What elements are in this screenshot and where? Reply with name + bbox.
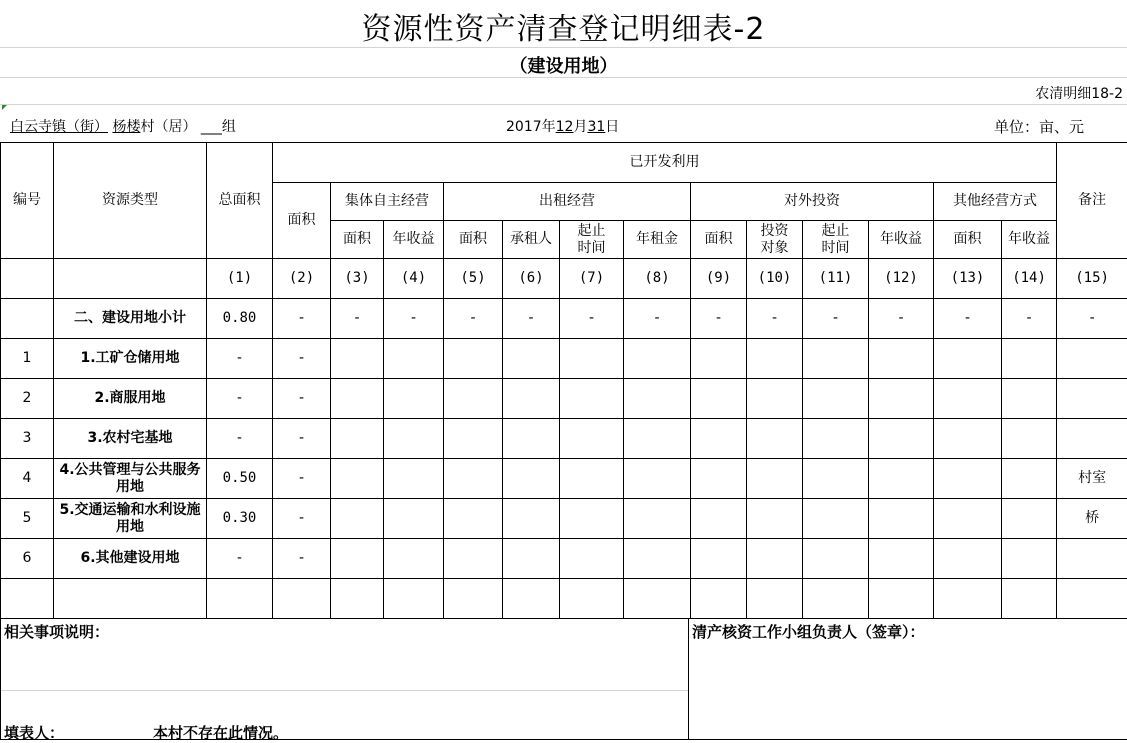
- table-cell: [869, 459, 934, 499]
- table-cell: [691, 499, 747, 539]
- filler-label: 填表人：: [4, 722, 64, 743]
- group-blank: ___: [201, 119, 222, 135]
- table-cell: [624, 499, 691, 539]
- table-cell: -: [869, 299, 934, 339]
- table-cell: [869, 379, 934, 419]
- header-lessee: 承租人: [503, 221, 560, 259]
- resource-type-cell: 5.交通运输和水利设施用地: [54, 499, 207, 539]
- table-cell: [1002, 579, 1057, 619]
- date-day-label: 日: [605, 119, 619, 135]
- header-invest: 对外投资: [691, 183, 934, 221]
- table-row: [1, 459, 1127, 499]
- table-cell: [747, 499, 803, 539]
- table-cell: [803, 459, 869, 499]
- table-cell: [747, 419, 803, 459]
- filler-note: 本村不存在此情况。: [153, 722, 288, 743]
- table-cell: -: [384, 299, 444, 339]
- resource-type-cell: 4.公共管理与公共服务用地: [54, 459, 207, 499]
- date-month: 12: [556, 119, 574, 135]
- table-cell: [934, 539, 1002, 579]
- table-cell: [444, 499, 503, 539]
- table-cell: [747, 459, 803, 499]
- table-cell: [331, 539, 384, 579]
- table-cell: -: [207, 419, 273, 459]
- col-number: (1): [207, 259, 273, 299]
- header-coll-area: 面积: [331, 221, 384, 259]
- table-cell: [691, 419, 747, 459]
- notes-divider: [1, 690, 688, 691]
- resource-type-cell: 3.农村宅基地: [54, 419, 207, 459]
- header-rent-area: 面积: [444, 221, 503, 259]
- table-cell: [624, 339, 691, 379]
- col-number: (4): [384, 259, 444, 299]
- leader-label: 清产核资工作小组负责人（签章）：: [692, 621, 925, 642]
- table-cell: [803, 579, 869, 619]
- table-cell: 0.30: [207, 499, 273, 539]
- resource-type-cell: 6.其他建设用地: [54, 539, 207, 579]
- header-type: 资源类型: [54, 143, 207, 259]
- table-cell: -: [273, 419, 331, 459]
- table-row: [1, 539, 1127, 579]
- table-cell: [869, 419, 934, 459]
- remark-cell: [1057, 419, 1127, 459]
- table-cell: [273, 579, 331, 619]
- table-cell: [560, 579, 624, 619]
- page-title: 资源性资产清查登记明细表-2: [0, 4, 1127, 48]
- table-row: [1, 499, 1127, 539]
- table-cell: -: [934, 299, 1002, 339]
- table-cell: [934, 419, 1002, 459]
- table-cell: -: [207, 379, 273, 419]
- resource-type-cell: 二、建设用地小计: [54, 299, 207, 339]
- resource-type-cell: [54, 579, 207, 619]
- table-cell: [331, 419, 384, 459]
- table-row: [1, 579, 1127, 619]
- table-cell: [803, 339, 869, 379]
- header-total-area: 总面积: [207, 143, 273, 259]
- table-cell: -: [691, 299, 747, 339]
- table-cell: [691, 339, 747, 379]
- header-coll-income: 年收益: [384, 221, 444, 259]
- table-cell: -: [273, 299, 331, 339]
- table-cell: [560, 499, 624, 539]
- header-rent: 出租经营: [444, 183, 691, 221]
- ledger-table: [0, 142, 1127, 619]
- table-cell: [207, 579, 273, 619]
- table-cell: -: [803, 299, 869, 339]
- table-cell: -: [1002, 299, 1057, 339]
- table-cell: 0.80: [207, 299, 273, 339]
- table-cell: [624, 579, 691, 619]
- table-cell: [803, 539, 869, 579]
- resource-type-cell: 2.商服用地: [54, 379, 207, 419]
- table-row: [1, 379, 1127, 419]
- table-cell: -: [503, 299, 560, 339]
- table-cell: [934, 379, 1002, 419]
- footer-table: [0, 618, 1127, 740]
- table-cell: [444, 419, 503, 459]
- table-cell: -: [273, 539, 331, 579]
- notes-label: 相关事项说明：: [4, 621, 109, 642]
- col-number: (3): [331, 259, 384, 299]
- table-cell: [869, 579, 934, 619]
- table-cell: -: [747, 299, 803, 339]
- report-date: [506, 116, 619, 136]
- header-inv-period: 起止时间: [803, 221, 869, 259]
- table-cell: [934, 339, 1002, 379]
- table-cell: [624, 459, 691, 499]
- cell-marker-icon: [2, 105, 7, 110]
- table-cell: 4: [1, 459, 54, 499]
- table-cell: [384, 459, 444, 499]
- town-suffix: （街）: [66, 119, 108, 135]
- table-cell: [560, 419, 624, 459]
- table-cell: [747, 379, 803, 419]
- table-cell: [1002, 339, 1057, 379]
- town-name: 白云寺镇: [10, 119, 66, 135]
- page-subtitle: （建设用地）: [0, 52, 1127, 78]
- remark-cell: 桥: [1057, 499, 1127, 539]
- col-number: (9): [691, 259, 747, 299]
- remark-cell: [1057, 339, 1127, 379]
- table-cell: [384, 579, 444, 619]
- table-cell: [691, 379, 747, 419]
- col-number: (13): [934, 259, 1002, 299]
- date-day: 31: [587, 119, 605, 135]
- col-number: (10): [747, 259, 803, 299]
- remark-cell: [1057, 579, 1127, 619]
- table-cell: [560, 459, 624, 499]
- table-cell: [1002, 379, 1057, 419]
- col-number: (15): [1057, 259, 1127, 299]
- table-cell: [691, 579, 747, 619]
- table-cell: -: [207, 539, 273, 579]
- remark-cell: [1057, 379, 1127, 419]
- table-cell: [444, 579, 503, 619]
- table-cell: [503, 539, 560, 579]
- header-oth-income: 年收益: [1002, 221, 1057, 259]
- table-cell: 0.50: [207, 459, 273, 499]
- table-row: [1, 339, 1127, 379]
- table-cell: [1002, 499, 1057, 539]
- table-cell: [384, 539, 444, 579]
- table-cell: [691, 459, 747, 499]
- table-cell: [624, 419, 691, 459]
- village-name: 杨楼: [112, 119, 140, 135]
- table-cell: [934, 579, 1002, 619]
- table-cell: [624, 379, 691, 419]
- table-cell: 3: [1, 419, 54, 459]
- unit-label: 单位：亩、元: [994, 116, 1084, 137]
- table-cell: [869, 339, 934, 379]
- remark-cell: [1057, 539, 1127, 579]
- table-cell: -: [560, 299, 624, 339]
- table-cell: [503, 419, 560, 459]
- header-area: 面积: [273, 183, 331, 259]
- table-row: [1, 419, 1127, 459]
- table-cell: [934, 459, 1002, 499]
- table-cell: -: [273, 379, 331, 419]
- table-cell: [331, 499, 384, 539]
- table-cell: [331, 459, 384, 499]
- table-cell: [747, 539, 803, 579]
- table-cell: -: [273, 339, 331, 379]
- table-cell: [1002, 419, 1057, 459]
- header-annual-rent: 年租金: [624, 221, 691, 259]
- table-cell: [624, 539, 691, 579]
- table-cell: [803, 419, 869, 459]
- table-cell: [1, 299, 54, 339]
- table-cell: [384, 339, 444, 379]
- table-cell: [444, 379, 503, 419]
- header-collective: 集体自主经营: [331, 183, 444, 221]
- group-suffix: 组: [222, 119, 236, 135]
- header-inv-target: 投资对象: [747, 221, 803, 259]
- table-cell: [331, 339, 384, 379]
- table-cell: [869, 499, 934, 539]
- table-cell: 1: [1, 339, 54, 379]
- table-cell: [384, 419, 444, 459]
- village-suffix: 村（居）: [140, 119, 196, 135]
- table-cell: -: [207, 339, 273, 379]
- table-cell: -: [331, 299, 384, 339]
- header-rent-period: 起止时间: [560, 221, 624, 259]
- col-number: (8): [624, 259, 691, 299]
- table-cell: [747, 339, 803, 379]
- table-row: [1, 299, 1127, 339]
- date-month-label: 月: [573, 119, 587, 135]
- table-cell: [444, 339, 503, 379]
- column-number-row: [1, 259, 1127, 299]
- resource-type-cell: 1.工矿仓储用地: [54, 339, 207, 379]
- table-cell: [803, 379, 869, 419]
- col-number: (2): [273, 259, 331, 299]
- table-cell: -: [624, 299, 691, 339]
- remark-cell: 村室: [1057, 459, 1127, 499]
- col-number: [1, 259, 54, 299]
- table-cell: -: [273, 459, 331, 499]
- table-cell: [331, 379, 384, 419]
- col-number: (5): [444, 259, 503, 299]
- date-year-label: 年: [542, 119, 556, 135]
- table-cell: [1002, 539, 1057, 579]
- leader-cell: [689, 619, 1127, 740]
- table-cell: [560, 339, 624, 379]
- header-developed: 已开发利用: [273, 143, 1057, 183]
- col-number: (11): [803, 259, 869, 299]
- col-number: (14): [1002, 259, 1057, 299]
- data-rows: [1, 299, 1127, 619]
- header-inv-area: 面积: [691, 221, 747, 259]
- table-cell: 2: [1, 379, 54, 419]
- table-cell: -: [273, 499, 331, 539]
- form-code: 农清明细18-2: [1035, 83, 1123, 103]
- header-remark: 备注: [1057, 143, 1127, 259]
- location-line: [10, 116, 236, 136]
- header-other: 其他经营方式: [934, 183, 1057, 221]
- table-cell: [934, 499, 1002, 539]
- remark-cell: -: [1057, 299, 1127, 339]
- table-cell: [503, 379, 560, 419]
- col-number: (7): [560, 259, 624, 299]
- header-oth-area: 面积: [934, 221, 1002, 259]
- table-cell: [747, 579, 803, 619]
- table-cell: [560, 379, 624, 419]
- table-cell: [444, 459, 503, 499]
- table-cell: [384, 499, 444, 539]
- col-number: (12): [869, 259, 934, 299]
- table-cell: [560, 539, 624, 579]
- notes-cell: [1, 619, 689, 740]
- col-number: (6): [503, 259, 560, 299]
- col-number: [54, 259, 207, 299]
- table-cell: [444, 539, 503, 579]
- table-cell: [503, 339, 560, 379]
- table-cell: [1002, 459, 1057, 499]
- table-cell: -: [444, 299, 503, 339]
- table-cell: [869, 539, 934, 579]
- header-inv-income: 年收益: [869, 221, 934, 259]
- header-no: 编号: [1, 143, 54, 259]
- table-cell: [803, 499, 869, 539]
- table-cell: [503, 499, 560, 539]
- table-cell: [503, 579, 560, 619]
- table-cell: 5: [1, 499, 54, 539]
- table-cell: [1, 579, 54, 619]
- table-cell: [384, 379, 444, 419]
- table-cell: [331, 579, 384, 619]
- table-cell: [503, 459, 560, 499]
- table-cell: 6: [1, 539, 54, 579]
- table-cell: [691, 539, 747, 579]
- date-year: 2017: [506, 119, 542, 135]
